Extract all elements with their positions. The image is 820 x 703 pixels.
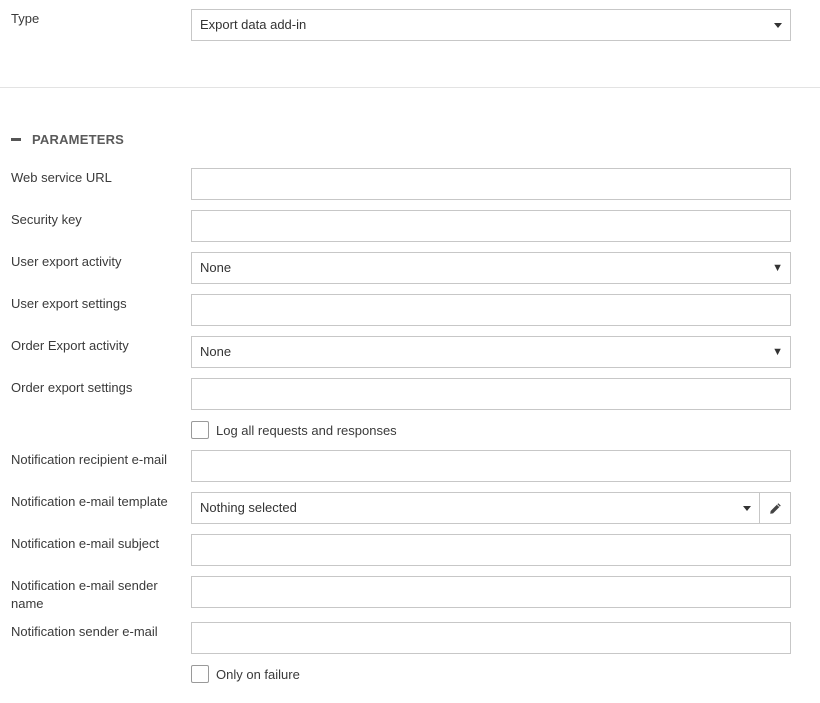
notification-template-label: Notification e-mail template: [11, 494, 168, 509]
user-export-activity-select[interactable]: [191, 252, 791, 284]
order-export-settings-label: Order export settings: [11, 380, 133, 395]
notification-sender-name-label: Notification e-mail sender name: [11, 578, 158, 611]
type-select-value: Export data add-in: [200, 17, 307, 32]
security-key-input[interactable]: [192, 211, 790, 241]
pencil-icon: [769, 502, 782, 515]
notification-recipient-label: Notification recipient e-mail: [11, 452, 168, 467]
section-title: PARAMETERS: [32, 131, 125, 147]
notification-template-dropdown[interactable]: [192, 493, 759, 523]
only-on-failure-checkbox[interactable]: [191, 665, 209, 683]
order-export-activity-label: Order Export activity: [11, 338, 129, 353]
notification-recipient-field[interactable]: [191, 450, 791, 482]
type-label: Type: [11, 11, 40, 26]
log-requests-checkbox[interactable]: [191, 421, 209, 439]
order-export-activity-value: None: [200, 344, 232, 359]
notification-sender-email-field[interactable]: [191, 622, 791, 654]
notification-subject-input[interactable]: [192, 535, 790, 565]
notification-template-value: Nothing selected: [200, 500, 297, 515]
edit-template-button[interactable]: [759, 493, 790, 523]
user-export-activity-label: User export activity: [11, 254, 122, 269]
section-divider: [0, 87, 820, 88]
order-export-settings-input[interactable]: [192, 379, 790, 409]
user-export-settings-input[interactable]: [192, 295, 790, 325]
notification-subject-label: Notification e-mail subject: [11, 536, 160, 551]
chevron-down-icon: [743, 506, 751, 511]
collapse-minus-icon[interactable]: [11, 138, 21, 141]
notification-sender-name-input[interactable]: [192, 577, 790, 607]
notification-recipient-input[interactable]: [192, 451, 790, 481]
log-requests-row[interactable]: [191, 421, 397, 439]
notification-sender-name-field[interactable]: [191, 576, 791, 608]
security-key-field[interactable]: [191, 210, 791, 242]
order-export-settings-field[interactable]: [191, 378, 791, 410]
type-select[interactable]: [191, 9, 791, 41]
log-requests-label[interactable]: Log all requests and responses: [216, 422, 397, 438]
only-on-failure-row[interactable]: [191, 665, 300, 683]
user-export-activity-value: None: [200, 260, 232, 275]
user-export-settings-label: User export settings: [11, 296, 127, 311]
chevron-down-icon: ▼: [772, 346, 783, 358]
only-on-failure-label[interactable]: Only on failure: [216, 666, 300, 682]
web-service-url-field[interactable]: [191, 168, 791, 200]
web-service-url-input[interactable]: [192, 169, 790, 199]
security-key-label: Security key: [11, 212, 82, 227]
notification-sender-email-input[interactable]: [192, 623, 790, 653]
chevron-down-icon: [774, 23, 782, 28]
notification-sender-email-label: Notification sender e-mail: [11, 624, 158, 639]
chevron-down-icon: ▼: [772, 262, 783, 274]
parameters-section-header[interactable]: [11, 130, 124, 148]
order-export-activity-select[interactable]: [191, 336, 791, 368]
web-service-url-label: Web service URL: [11, 170, 112, 185]
user-export-settings-field[interactable]: [191, 294, 791, 326]
notification-template-select[interactable]: [191, 492, 791, 524]
notification-subject-field[interactable]: [191, 534, 791, 566]
